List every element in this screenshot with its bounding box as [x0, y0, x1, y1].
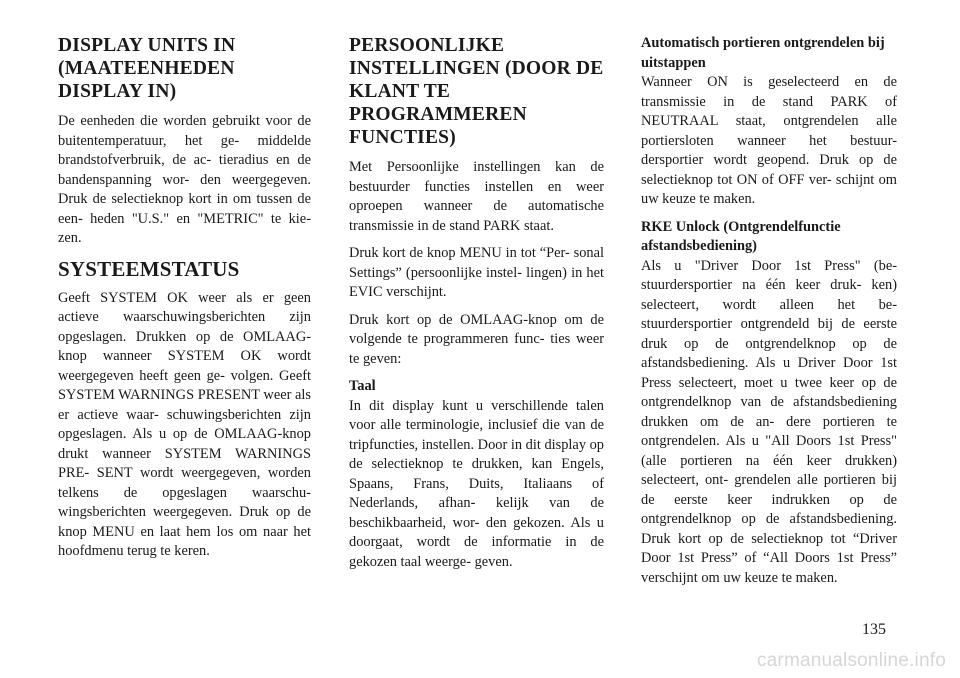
paragraph-menu-button: Druk kort de knop MENU in tot “Per- sonal Settings” (persoonlijke instel- lingen) in het EVIC verschijnt.	[349, 245, 604, 300]
paragraph-auto-unlock: Wanneer ON is geselecteerd en de transmissie in de stand PARK of NEUTRAAL staat, ontgrendelen alle portiersloten wanneer het bestuur- dersportier wordt geopend. Druk op de selectieknop tot ON of OFF ver- schijnt om uw keuze te maken.	[641, 74, 897, 207]
page-number: 135	[862, 621, 886, 638]
section-heading-system-status: SYSTEEMSTATUS	[58, 256, 240, 281]
left-column	[58, 34, 311, 570]
subheading-language: Taal	[349, 378, 376, 394]
section-heading-personal-settings: PERSOONLIJKE INSTELLINGEN (DOOR DE KLANT TE PROGRAMMEREN FUNCTIES)	[349, 35, 604, 148]
section-heading-display-units: DISPLAY UNITS IN (MAATEENHEDEN DISPLAY IN)	[58, 35, 236, 102]
paragraph-rke-unlock: Als u "Driver Door 1st Press" (be- stuurdersportier na één keer druk- ken) selecteert, wordt alleen het be- stuurdersportier ontgrendeld bij de eerste druk op de ontgrendelknop op de afstandsbediening. Als u Driver Door 1st Press selecteert, moet u twee keer op de ontgrendelknop van de afstandsbediening drukken om de an- dere portieren te ontgrendelen. Als u "All Doors 1st Press" (alle portieren na één keer drukken) selecteert, ont- grendelen alle portieren bij de eerste keer indrukken op de ontgrendelknop op de afstandsbediening. Druk kort op de selectieknop tot “Driver Door 1st Press” of “All Doors 1st Press” verschijnt om uw keuze te maken.	[641, 257, 897, 586]
subheading-rke-unlock: RKE Unlock (Ontgrendelfunctie afstandsbediening)	[641, 218, 841, 254]
right-column	[641, 34, 897, 596]
paragraph-language: In dit display kunt u verschillende talen voor alle terminologie, inclusief die van de tripfuncties, instellen. Door in dit display op de selectieknop te drukken, kan Engels, Spaans, Frans, Duits, Italiaans of Nederlands, afhan- kelijk van de beschikbaarheid, wor- den gekozen. Als u doorgaat, wordt de informatie in de gekozen taal weerge- geven.	[349, 397, 604, 570]
paragraph-system-status: Geeft SYSTEM OK weer als er geen actieve waarschuwingsberichten zijn opgeslagen. Drukken op de OMLAAG-knop wanneer SYSTEM OK wordt weergegeven heeft geen ge- volgen. Geeft SYSTEM WARNINGS PRESENT weer als er actieve waar- schuwingsberichten zijn opgeslagen. Als u op de OMLAAG-knop drukt wanneer SYSTEM WARNINGS PRE- SENT wordt weergegeven, worden telkens de opgeslagen waarschu- wingsberichten weergegeven. Druk op de knop MENU en laat hem los om naar het hoofdmenu terug te keren.	[58, 289, 311, 559]
watermark: carmanualsonline.info	[756, 650, 946, 671]
paragraph-display-units: De eenheden die worden gebruikt voor de buitentemperatuur, het ge- middelde brandstofverbruik, de ac- tieradius en de bandenspanning wor- den weergegeven. Druk de selectieknop kort in om tussen de een- heden "U.S." en "METRIC" te kie- zen.	[58, 113, 311, 246]
middle-column	[349, 34, 604, 580]
paragraph-down-button: Druk kort op de OMLAAG-knop om de volgende te programmeren func- ties weer te geven:	[349, 311, 604, 367]
paragraph-personal-settings-intro: Met Persoonlijke instellingen kan de bestuurder functies instellen en weer oproepen wanneer de automatische transmissie in de stand PARK staat.	[349, 159, 604, 234]
subheading-auto-unlock: Automatisch portieren ontgrendelen bij uitstappen	[641, 35, 885, 71]
